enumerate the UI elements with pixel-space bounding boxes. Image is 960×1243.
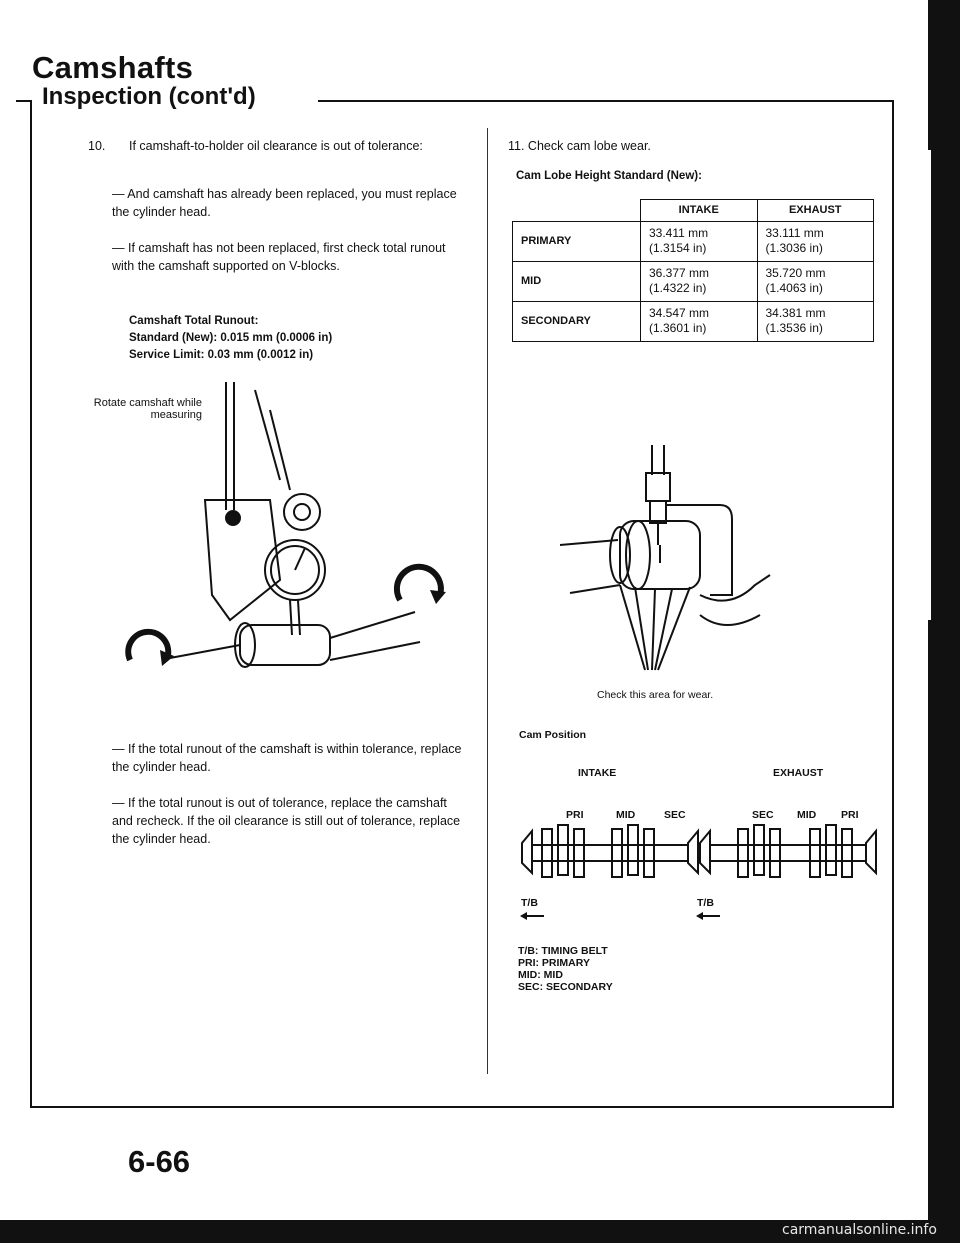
exhaust-order-pri: PRI	[841, 809, 859, 821]
exhaust-cam-diagram	[698, 823, 878, 883]
exhaust-tb-label: T/B	[697, 897, 714, 909]
row-label-primary: PRIMARY	[513, 222, 641, 262]
table-header-intake: INTAKE	[641, 200, 758, 222]
cell-secondary-exhaust: 34.381 mm (1.3536 in)	[757, 302, 874, 342]
intake-order-sec: SEC	[664, 809, 686, 821]
step-10-bullet-2: — If camshaft has not been replaced, first check total runout with the camshaft supported on V-blocks.	[112, 241, 446, 273]
exhaust-order-mid: MID	[797, 809, 817, 821]
cam-position-heading: Cam Position	[519, 729, 587, 741]
step-11-text: 11. Check cam lobe wear.	[508, 139, 651, 153]
intake-tb-label: T/B	[521, 897, 538, 909]
cell-primary-intake: 33.411 mm (1.3154 in)	[641, 222, 758, 262]
table-corner-cell	[513, 200, 641, 222]
runout-bullet-out: — If the total runout is out of tolerance, replace the camshaft and recheck. If the oil clearance is still out of tolerance, replace the cylinder head.	[112, 796, 461, 846]
micrometer-illustration	[560, 445, 810, 685]
watermark: carmanualsonline.info	[782, 1222, 937, 1238]
legend-item-mid: MID: MID	[518, 969, 563, 981]
column-divider	[487, 128, 488, 1074]
dial-indicator-illustration	[130, 380, 460, 680]
table-row	[513, 262, 874, 302]
section-title: Inspection (cont'd)	[42, 83, 256, 110]
intake-order-pri: PRI	[566, 809, 584, 821]
step-10-text: If camshaft-to-holder oil clearance is out of tolerance:	[129, 139, 423, 153]
check-area-label: Check this area for wear.	[597, 689, 714, 701]
cell-mid-exhaust: 35.720 mm (1.4063 in)	[757, 262, 874, 302]
row-label-mid: MID	[513, 262, 641, 302]
legend-item-sec: SEC: SECONDARY	[518, 981, 613, 993]
page-title: Camshafts	[32, 50, 194, 85]
page-edge-notch	[909, 150, 931, 620]
runout-spec-title: Camshaft Total Runout:	[129, 315, 259, 327]
table-row	[513, 302, 874, 342]
cell-primary-exhaust: 33.111 mm (1.3036 in)	[757, 222, 874, 262]
runout-bullet-within: — If the total runout of the camshaft is within tolerance, replace the cylinder head.	[112, 742, 462, 774]
table-header-row	[513, 200, 874, 222]
page-number: 6-66	[128, 1144, 191, 1179]
legend-item-pri: PRI: PRIMARY	[518, 957, 590, 969]
exhaust-order-sec: SEC	[752, 809, 774, 821]
exhaust-label: EXHAUST	[773, 767, 824, 779]
runout-spec-standard: Standard (New): 0.015 mm (0.0006 in)	[129, 332, 333, 344]
cell-secondary-intake: 34.547 mm (1.3601 in)	[641, 302, 758, 342]
intake-label: INTAKE	[578, 767, 617, 779]
rotate-camshaft-label: Rotate camshaft while measuring	[93, 397, 202, 421]
cam-lobe-table-title: Cam Lobe Height Standard (New):	[516, 170, 702, 182]
legend-item-tb: T/B: TIMING BELT	[518, 945, 608, 957]
step-10-bullet-1: — And camshaft has already been replaced, you must replace the cylinder head.	[112, 187, 457, 219]
exhaust-tb-arrow-icon	[696, 912, 720, 920]
step-10-number: 10.	[88, 139, 106, 153]
row-label-secondary: SECONDARY	[513, 302, 641, 342]
cam-lobe-height-table	[512, 199, 874, 342]
intake-tb-arrow-icon	[520, 912, 544, 920]
intake-order-mid: MID	[616, 809, 636, 821]
intake-cam-diagram	[520, 823, 700, 883]
cell-mid-intake: 36.377 mm (1.4322 in)	[641, 262, 758, 302]
runout-spec-limit: Service Limit: 0.03 mm (0.0012 in)	[129, 349, 314, 361]
table-header-exhaust: EXHAUST	[757, 200, 874, 222]
abbreviation-legend	[518, 945, 613, 993]
table-row	[513, 222, 874, 262]
page-edge-bar	[928, 0, 960, 1220]
